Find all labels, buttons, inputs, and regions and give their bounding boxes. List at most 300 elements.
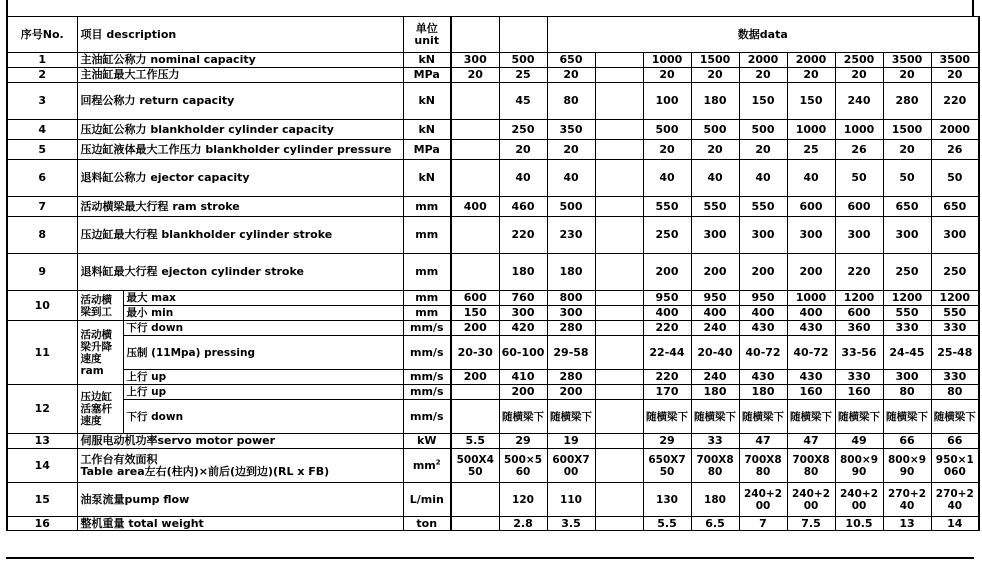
table-row	[7, 483, 979, 517]
row-description: 油泵流量pump flow	[77, 483, 403, 517]
value-cell: 180	[499, 254, 547, 291]
value-cell: 200	[739, 254, 787, 291]
group-label: 活动横梁到工	[77, 291, 123, 321]
row-number: 16	[7, 517, 77, 531]
value-cell: 250	[883, 254, 931, 291]
table-row	[7, 400, 979, 434]
value-cell: 700X880	[739, 449, 787, 483]
row-unit: mm/s	[403, 321, 451, 336]
value-cell: 550	[739, 197, 787, 217]
value-cell: 80	[547, 83, 595, 120]
row-unit	[403, 449, 451, 483]
value-cell: 1000	[787, 291, 835, 306]
value-cell: 25-48	[931, 336, 979, 370]
value-cell: 240+200	[739, 483, 787, 517]
value-cell: 250	[499, 120, 547, 140]
value-cell: 300	[931, 217, 979, 254]
value-cell: 400	[691, 306, 739, 321]
value-cell: 650	[883, 197, 931, 217]
value-cell: 20	[547, 140, 595, 160]
value-cell: 26	[835, 140, 883, 160]
value-cell	[595, 83, 643, 120]
value-cell: 随横梁下	[931, 400, 979, 434]
value-cell: 500×560	[499, 449, 547, 483]
value-cell: 180	[547, 254, 595, 291]
value-cell	[595, 517, 643, 531]
table-row	[7, 321, 979, 336]
value-cell: 1000	[835, 120, 883, 140]
value-cell: 20	[691, 140, 739, 160]
value-cell: 6.5	[691, 517, 739, 531]
value-cell	[451, 517, 499, 531]
value-cell: 22-44	[643, 336, 691, 370]
sub-label: 下行 down	[123, 400, 403, 434]
value-cell: 1200	[931, 291, 979, 306]
value-cell: 200	[499, 385, 547, 400]
value-cell: 300	[691, 217, 739, 254]
header-no: 序号No.	[7, 17, 77, 53]
row-description: 整机重量 total weight	[77, 517, 403, 531]
value-cell	[595, 385, 643, 400]
row-description: 主油缸公称力 nominal capacity	[77, 53, 403, 68]
table-row	[7, 83, 979, 120]
value-cell: 随横梁下	[739, 400, 787, 434]
value-cell: 600X700	[547, 449, 595, 483]
row-unit: ton	[403, 517, 451, 531]
unit-text: mm	[412, 458, 436, 472]
value-cell: 40	[643, 160, 691, 197]
value-cell: 220	[835, 254, 883, 291]
table-row	[7, 68, 979, 83]
value-cell: 29	[643, 434, 691, 449]
value-cell: 150	[739, 83, 787, 120]
value-cell: 29	[499, 434, 547, 449]
row-number: 11	[7, 321, 77, 385]
value-cell: 1200	[835, 291, 883, 306]
value-cell: 250	[643, 217, 691, 254]
table-row	[7, 140, 979, 160]
value-cell: 430	[739, 321, 787, 336]
row-description: 伺服电动机功率servo motor power	[77, 434, 403, 449]
table-row	[7, 385, 979, 400]
value-cell: 280	[547, 370, 595, 385]
value-cell: 950	[691, 291, 739, 306]
row-unit: mm/s	[403, 385, 451, 400]
row-description: 退料缸公称力 ejector capacity	[77, 160, 403, 197]
value-cell	[595, 53, 643, 68]
spec-table	[6, 16, 980, 531]
row-description: 回程公称力 return capacity	[77, 83, 403, 120]
value-cell	[451, 160, 499, 197]
value-cell: 20	[883, 140, 931, 160]
value-cell: 240	[691, 370, 739, 385]
value-cell	[451, 120, 499, 140]
value-cell: 600	[835, 197, 883, 217]
value-cell: 19	[547, 434, 595, 449]
value-cell	[595, 336, 643, 370]
value-cell: 随横梁下	[787, 400, 835, 434]
table-row	[7, 197, 979, 217]
table-row	[7, 517, 979, 531]
table-row	[7, 336, 979, 370]
value-cell: 66	[931, 434, 979, 449]
value-cell: 330	[931, 370, 979, 385]
value-cell: 20	[691, 68, 739, 83]
value-cell	[451, 483, 499, 517]
value-cell: 130	[643, 483, 691, 517]
value-cell: 950	[643, 291, 691, 306]
value-cell: 20	[643, 68, 691, 83]
value-cell: 5.5	[643, 517, 691, 531]
value-cell: 550	[691, 197, 739, 217]
value-cell: 600	[835, 306, 883, 321]
value-cell	[595, 291, 643, 306]
value-cell: 20	[883, 68, 931, 83]
row-unit: kN	[403, 120, 451, 140]
value-cell: 240	[691, 321, 739, 336]
value-cell: 随横梁下	[883, 400, 931, 434]
value-cell: 500X450	[451, 449, 499, 483]
value-cell: 300	[547, 306, 595, 321]
row-description	[77, 449, 403, 483]
value-cell: 280	[883, 83, 931, 120]
value-cell: 400	[451, 197, 499, 217]
value-cell: 25	[787, 140, 835, 160]
value-cell: 3.5	[547, 517, 595, 531]
value-cell	[451, 254, 499, 291]
value-cell: 300	[739, 217, 787, 254]
value-cell: 650	[547, 53, 595, 68]
sub-label: 最大 max	[123, 291, 403, 306]
value-cell: 110	[547, 483, 595, 517]
value-cell: 14	[931, 517, 979, 531]
value-cell: 40-72	[787, 336, 835, 370]
value-cell: 600	[451, 291, 499, 306]
value-cell: 100	[643, 83, 691, 120]
sub-label: 最小 min	[123, 306, 403, 321]
value-cell: 2000	[787, 53, 835, 68]
value-cell: 7.5	[787, 517, 835, 531]
value-cell: 1000	[787, 120, 835, 140]
row-number: 2	[7, 68, 77, 83]
value-cell: 200	[643, 254, 691, 291]
value-cell: 5.5	[451, 434, 499, 449]
value-cell: 430	[787, 370, 835, 385]
value-cell: 24-45	[883, 336, 931, 370]
value-cell: 80	[931, 385, 979, 400]
value-cell: 700X880	[691, 449, 739, 483]
value-cell: 40	[691, 160, 739, 197]
value-cell: 500	[547, 197, 595, 217]
value-cell: 33-56	[835, 336, 883, 370]
value-cell: 20	[451, 68, 499, 83]
row-number: 5	[7, 140, 77, 160]
sub-label: 压制 (11Mpa) pressing	[123, 336, 403, 370]
row-unit: mm	[403, 254, 451, 291]
value-cell: 13	[883, 517, 931, 531]
row-unit: kN	[403, 160, 451, 197]
row-description: 活动横梁最大行程 ram stroke	[77, 197, 403, 217]
value-cell: 180	[691, 385, 739, 400]
value-cell: 300	[883, 217, 931, 254]
row-unit: mm	[403, 291, 451, 306]
row-description: 压边缸公称力 blankholder cylinder capacity	[77, 120, 403, 140]
value-cell	[595, 197, 643, 217]
value-cell: 300	[883, 370, 931, 385]
value-cell: 随横梁下	[547, 400, 595, 434]
value-cell: 270+240	[883, 483, 931, 517]
value-cell: 40-72	[739, 336, 787, 370]
sub-label: 上行 up	[123, 370, 403, 385]
row-number: 3	[7, 83, 77, 120]
row-unit: MPa	[403, 140, 451, 160]
value-cell: 20	[643, 140, 691, 160]
group-label-line: 压边缸	[80, 391, 112, 403]
header-description: 项目 description	[77, 17, 403, 53]
value-cell	[595, 449, 643, 483]
unit-superscript: 2	[435, 457, 441, 466]
group-label-line: ram	[80, 364, 104, 377]
value-cell: 随横梁下	[499, 400, 547, 434]
value-cell: 200	[547, 385, 595, 400]
value-cell: 600	[787, 197, 835, 217]
value-cell: 20-30	[451, 336, 499, 370]
value-cell: 20	[739, 68, 787, 83]
header-data: 数据data	[547, 17, 979, 53]
value-cell: 650	[931, 197, 979, 217]
value-cell: 430	[787, 321, 835, 336]
value-cell: 800×990	[883, 449, 931, 483]
value-cell: 2000	[739, 53, 787, 68]
value-cell: 800×990	[835, 449, 883, 483]
value-cell: 150	[787, 83, 835, 120]
value-cell	[595, 306, 643, 321]
value-cell: 350	[547, 120, 595, 140]
value-cell: 460	[499, 197, 547, 217]
table-row	[7, 160, 979, 197]
value-cell: 150	[451, 306, 499, 321]
value-cell: 随横梁下	[835, 400, 883, 434]
sub-label: 下行 down	[123, 321, 403, 336]
value-cell: 2.8	[499, 517, 547, 531]
value-cell: 400	[643, 306, 691, 321]
row-description: 主油缸最大工作压力	[77, 68, 403, 83]
row-number: 12	[7, 385, 77, 434]
row-number: 15	[7, 483, 77, 517]
group-label	[77, 321, 123, 385]
value-cell: 20	[931, 68, 979, 83]
value-cell: 300	[451, 53, 499, 68]
unit-cn: 单位	[415, 21, 438, 35]
value-cell: 33	[691, 434, 739, 449]
value-cell	[595, 370, 643, 385]
value-cell: 420	[499, 321, 547, 336]
row-description: 退料缸最大行程 ejecton cylinder stroke	[77, 254, 403, 291]
value-cell: 50	[931, 160, 979, 197]
value-cell: 2500	[835, 53, 883, 68]
top-border	[6, 0, 974, 16]
value-cell: 25	[499, 68, 547, 83]
value-cell: 360	[835, 321, 883, 336]
value-cell: 950×1060	[931, 449, 979, 483]
value-cell: 1200	[883, 291, 931, 306]
value-cell: 20	[739, 140, 787, 160]
value-cell	[451, 217, 499, 254]
value-cell: 47	[787, 434, 835, 449]
desc-line: Table area左右(柱内)×前后(边到边)(RL x FB)	[80, 464, 330, 478]
row-number: 14	[7, 449, 77, 483]
value-cell: 120	[499, 483, 547, 517]
value-cell: 66	[883, 434, 931, 449]
row-number: 8	[7, 217, 77, 254]
value-cell: 800	[547, 291, 595, 306]
value-cell: 700X880	[787, 449, 835, 483]
value-cell: 200	[787, 254, 835, 291]
value-cell	[595, 217, 643, 254]
value-cell: 500	[691, 120, 739, 140]
row-unit: kN	[403, 83, 451, 120]
table-row	[7, 120, 979, 140]
value-cell: 500	[739, 120, 787, 140]
value-cell: 1500	[691, 53, 739, 68]
value-cell: 1000	[643, 53, 691, 68]
value-cell: 950	[739, 291, 787, 306]
value-cell: 180	[691, 83, 739, 120]
value-cell: 500	[499, 53, 547, 68]
value-cell: 170	[643, 385, 691, 400]
value-cell: 330	[883, 321, 931, 336]
value-cell: 410	[499, 370, 547, 385]
value-cell	[595, 483, 643, 517]
value-cell: 430	[739, 370, 787, 385]
value-cell: 20	[787, 68, 835, 83]
value-cell	[451, 385, 499, 400]
value-cell: 40	[547, 160, 595, 197]
value-cell: 47	[739, 434, 787, 449]
value-cell	[595, 321, 643, 336]
value-cell: 随横梁下	[643, 400, 691, 434]
row-number: 7	[7, 197, 77, 217]
value-cell: 49	[835, 434, 883, 449]
value-cell: 180	[691, 483, 739, 517]
row-description: 压边缸最大行程 blankholder cylinder stroke	[77, 217, 403, 254]
value-cell: 200	[451, 370, 499, 385]
value-cell: 300	[787, 217, 835, 254]
value-cell: 220	[643, 370, 691, 385]
value-cell	[595, 400, 643, 434]
row-unit: L/min	[403, 483, 451, 517]
value-cell: 3500	[883, 53, 931, 68]
unit-en: unit	[414, 33, 440, 47]
group-label-line: 梁升降	[80, 340, 112, 353]
value-cell: 400	[787, 306, 835, 321]
value-cell: 230	[547, 217, 595, 254]
value-cell: 300	[835, 217, 883, 254]
row-number: 1	[7, 53, 77, 68]
row-unit: mm	[403, 197, 451, 217]
row-unit: MPa	[403, 68, 451, 83]
value-cell	[595, 140, 643, 160]
value-cell	[595, 68, 643, 83]
value-cell: 250	[931, 254, 979, 291]
value-cell: 200	[691, 254, 739, 291]
value-cell: 330	[835, 370, 883, 385]
value-cell: 550	[931, 306, 979, 321]
group-label-line: 速度	[80, 352, 102, 365]
group-label-line: 活动横	[80, 328, 112, 341]
header-blank	[499, 17, 547, 53]
value-cell: 29-58	[547, 336, 595, 370]
value-cell	[595, 254, 643, 291]
value-cell: 220	[499, 217, 547, 254]
value-cell	[451, 140, 499, 160]
value-cell: 220	[643, 321, 691, 336]
value-cell: 40	[787, 160, 835, 197]
value-cell: 7	[739, 517, 787, 531]
value-cell: 26	[931, 140, 979, 160]
row-number: 9	[7, 254, 77, 291]
bottom-border	[6, 557, 974, 559]
value-cell: 240+200	[787, 483, 835, 517]
value-cell: 550	[883, 306, 931, 321]
value-cell: 240	[835, 83, 883, 120]
value-cell: 40	[739, 160, 787, 197]
row-unit: mm/s	[403, 370, 451, 385]
desc-line: 工作台有效面积	[80, 452, 158, 466]
value-cell	[595, 120, 643, 140]
value-cell: 80	[883, 385, 931, 400]
value-cell: 240+200	[835, 483, 883, 517]
value-cell: 300	[499, 306, 547, 321]
value-cell	[595, 434, 643, 449]
value-cell: 160	[835, 385, 883, 400]
table-row	[7, 434, 979, 449]
value-cell: 160	[787, 385, 835, 400]
value-cell: 20	[547, 68, 595, 83]
value-cell: 760	[499, 291, 547, 306]
value-cell: 200	[451, 321, 499, 336]
value-cell: 3500	[931, 53, 979, 68]
row-unit: mm/s	[403, 336, 451, 370]
value-cell: 280	[547, 321, 595, 336]
value-cell: 650X750	[643, 449, 691, 483]
row-description: 压边缸液体最大工作压力 blankholder cylinder pressure	[77, 140, 403, 160]
value-cell: 20	[835, 68, 883, 83]
value-cell: 330	[931, 321, 979, 336]
table-row	[7, 17, 979, 53]
table-row	[7, 217, 979, 254]
value-cell	[451, 83, 499, 120]
table-row	[7, 449, 979, 483]
value-cell: 2000	[931, 120, 979, 140]
row-number: 13	[7, 434, 77, 449]
value-cell: 60-100	[499, 336, 547, 370]
value-cell: 45	[499, 83, 547, 120]
group-label-line: 速度	[80, 415, 102, 427]
value-cell: 随横梁下	[691, 400, 739, 434]
table-row	[7, 254, 979, 291]
table-row	[7, 291, 979, 306]
row-number: 4	[7, 120, 77, 140]
value-cell: 50	[883, 160, 931, 197]
value-cell: 10.5	[835, 517, 883, 531]
table-row	[7, 53, 979, 68]
value-cell: 270+240	[931, 483, 979, 517]
header-unit	[403, 17, 451, 53]
row-unit: kW	[403, 434, 451, 449]
row-number: 6	[7, 160, 77, 197]
value-cell: 220	[931, 83, 979, 120]
